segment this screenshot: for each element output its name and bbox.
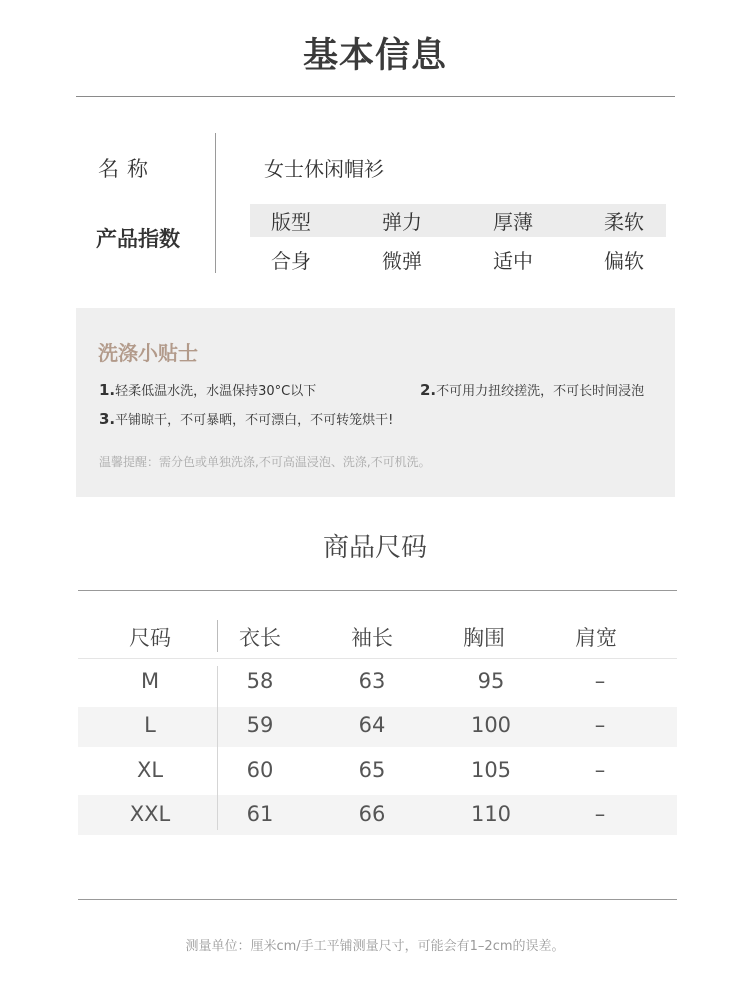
index-name-thickness: 厚薄 (493, 210, 533, 234)
care-tip-3-number: 3. (99, 410, 116, 428)
care-tip-3 (99, 409, 393, 428)
care-reminder: 温馨提醒：需分色或单独洗涤,不可高温浸泡、洗涤,不可机洗。 (99, 455, 431, 469)
table-cell: 63 (358, 669, 386, 693)
table-cell: – (594, 713, 606, 737)
index-value-softness: 偏软 (604, 249, 644, 273)
size-header-chest: 胸围 (463, 626, 505, 650)
size-chart-bottom-rule (78, 899, 677, 900)
care-tip-2 (420, 380, 644, 399)
size-header-sleeve: 袖长 (351, 626, 393, 650)
title-divider (76, 96, 675, 97)
care-tip-1 (99, 380, 316, 399)
index-name-elasticity: 弹力 (382, 210, 422, 234)
index-name-fit: 版型 (271, 210, 311, 234)
index-name-softness: 柔软 (604, 210, 644, 234)
care-tip-1-text: 轻柔低温水洗，水温保持30°C以下 (115, 384, 317, 399)
table-cell: M (140, 669, 160, 693)
table-cell: L (144, 713, 156, 737)
product-name: 女士休闲帽衫 (264, 157, 384, 181)
info-vertical-divider (215, 133, 216, 273)
measurement-note: 测量单位：厘米cm/手工平铺测量尺寸，可能会有1–2cm的误差。 (185, 939, 565, 954)
table-cell: 100 (470, 713, 512, 737)
header-underline (78, 658, 677, 659)
table-cell: XL (136, 758, 164, 782)
table-cell: – (594, 802, 606, 826)
table-cell: 65 (358, 758, 386, 782)
care-tip-2-text: 不可用力扭绞搓洗，不可长时间浸泡 (436, 384, 645, 399)
table-cell: 95 (477, 669, 505, 693)
size-chart-top-rule (78, 590, 677, 591)
header-divider (217, 620, 218, 652)
table-cell: 105 (470, 758, 512, 782)
care-tip-2-number: 2. (420, 381, 437, 399)
table-cell: XXL (129, 802, 171, 826)
care-title: 洗涤小贴士 (98, 341, 198, 365)
table-cell: 66 (358, 802, 386, 826)
table-cell: – (594, 669, 606, 693)
index-value-thickness: 适中 (493, 249, 533, 273)
size-chart-title: 商品尺码 (322, 533, 427, 563)
index-value-elasticity: 微弹 (382, 249, 422, 273)
table-cell: 58 (246, 669, 274, 693)
care-tip-1-number: 1. (99, 381, 116, 399)
table-cell: 59 (246, 713, 274, 737)
size-header-shoulder: 肩宽 (575, 626, 617, 650)
name-label: 名称 (98, 157, 156, 181)
index-label: 产品指数 (96, 227, 180, 251)
care-tip-3-text: 平铺晾干，不可暴晒，不可漂白，不可转笼烘干! (115, 413, 394, 428)
table-cell: 60 (246, 758, 274, 782)
table-cell: 110 (470, 802, 512, 826)
table-cell: – (594, 758, 606, 782)
index-value-fit: 合身 (271, 249, 311, 273)
table-cell: 64 (358, 713, 386, 737)
table-cell: 61 (246, 802, 274, 826)
size-header-length: 衣长 (239, 626, 281, 650)
page-title: 基本信息 (302, 36, 447, 76)
size-header-size: 尺码 (129, 626, 171, 650)
